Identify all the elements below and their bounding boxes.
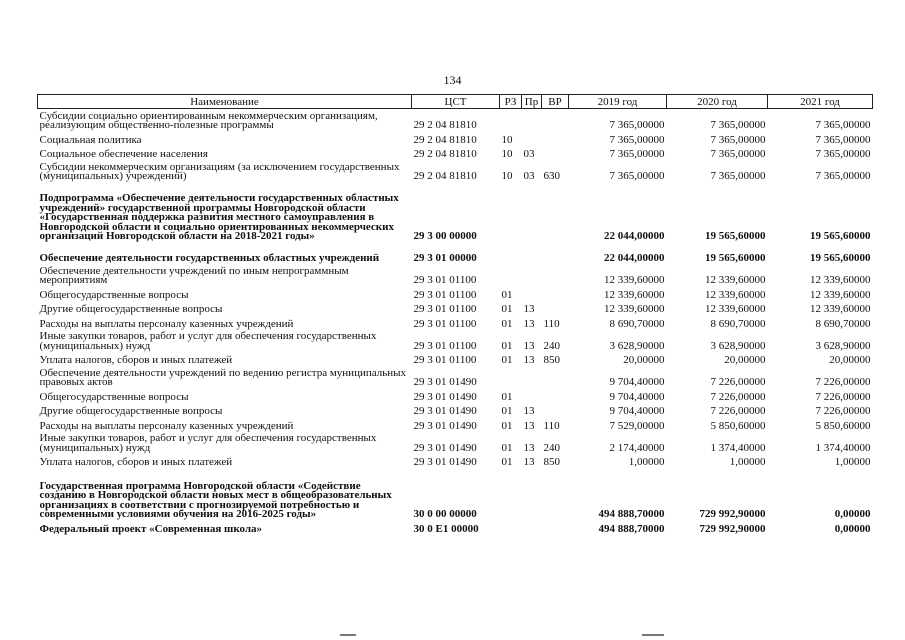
row-name: Иные закупки товаров, работ и услуг для обеспечения государственных (муниципальных) нужд [39, 330, 377, 352]
row-name: Другие общегосударственные вопросы [39, 405, 223, 418]
row-rz [500, 109, 522, 132]
row-vr: 240 [543, 441, 560, 454]
row-cst: 29 3 01 01490 [413, 456, 477, 469]
table-row [38, 403, 873, 418]
row-cst: 29 3 01 01490 [413, 441, 477, 454]
row-pr: 13 [523, 456, 535, 469]
row-cst: 29 3 01 01490 [413, 419, 477, 432]
table-row [38, 242, 873, 264]
table-row [38, 366, 873, 388]
row-rz: 01 [501, 390, 513, 403]
row-2020: 5 850,60000 [710, 419, 766, 432]
row-vr: 630 [543, 170, 560, 183]
row-2019: 3 628,90000 [609, 339, 665, 352]
row-rz: 01 [501, 419, 513, 432]
table-row [38, 160, 873, 182]
row-name: Субсидии социально ориентированным некоммерческим организациям, реализующим общественно-полезные программы [39, 109, 378, 132]
row-pr: 13 [523, 441, 535, 454]
row-name: Общегосударственные вопросы [39, 288, 189, 301]
row-2021: 0,00000 [834, 522, 871, 535]
row-2020: 7 226,00000 [710, 390, 766, 403]
row-2021: 7 226,00000 [815, 376, 871, 389]
row-pr [522, 366, 542, 388]
table-row [38, 454, 873, 469]
row-2019: 22 044,00000 [604, 230, 665, 243]
row-name: Иные закупки товаров, работ и услуг для обеспечения государственных (муниципальных) нужд [39, 432, 377, 454]
row-vr: 850 [543, 354, 560, 367]
budget-table [37, 94, 873, 535]
row-2020: 3 628,90000 [710, 339, 766, 352]
row-pr: 03 [523, 170, 535, 183]
row-rz: 01 [501, 354, 513, 367]
row-2019: 9 704,40000 [609, 405, 665, 418]
row-cst: 29 2 04 81810 [413, 119, 477, 132]
row-vr: 110 [543, 317, 560, 330]
row-vr: 240 [543, 339, 560, 352]
row-2021: 7 365,00000 [815, 148, 871, 161]
row-rz: 01 [501, 405, 513, 418]
row-rz [500, 242, 522, 264]
row-pr: 13 [523, 405, 535, 418]
row-rz [500, 264, 522, 286]
row-2021: 19 565,60000 [810, 230, 871, 243]
header-2020: 2020 год [667, 95, 768, 109]
row-vr [542, 388, 569, 403]
row-2019: 2 174,40000 [609, 441, 665, 454]
table-row [38, 182, 873, 242]
row-2021: 7 226,00000 [815, 390, 871, 403]
row-cst: 29 3 01 01490 [413, 390, 477, 403]
row-2019: 7 365,00000 [609, 133, 665, 146]
row-pr: 13 [523, 317, 535, 330]
table-row [38, 432, 873, 454]
row-2019: 20,00000 [623, 354, 665, 367]
row-name: Уплата налогов, сборов и иных платежей [39, 456, 233, 469]
row-2019: 1,00000 [628, 456, 665, 469]
row-2021: 0,00000 [834, 508, 871, 521]
row-vr [542, 301, 569, 316]
row-vr [542, 366, 569, 388]
row-cst: 29 3 01 01100 [413, 339, 477, 352]
row-vr [542, 182, 569, 242]
row-pr [522, 131, 542, 146]
row-name: Другие общегосударственные вопросы [39, 303, 223, 316]
row-2019: 7 529,00000 [609, 419, 665, 432]
row-2021: 5 850,60000 [815, 419, 871, 432]
row-rz [500, 468, 522, 520]
row-cst: 29 2 04 81810 [413, 170, 477, 183]
row-2020: 19 565,60000 [705, 230, 766, 243]
row-2020: 12 339,60000 [705, 288, 766, 301]
row-2020: 19 565,60000 [705, 252, 766, 265]
table-row [38, 388, 873, 403]
row-2021: 7 365,00000 [815, 133, 871, 146]
table-row [38, 520, 873, 535]
row-vr: 850 [543, 456, 560, 469]
row-name: Обеспечение деятельности государственных областных учреждений [39, 252, 380, 265]
header-rz: РЗ [500, 95, 522, 109]
row-pr [522, 182, 542, 242]
row-2021: 1,00000 [834, 456, 871, 469]
row-cst: 30 0 00 00000 [413, 508, 477, 521]
row-2021: 12 339,60000 [810, 303, 871, 316]
row-cst: 29 3 01 01100 [413, 288, 477, 301]
row-2020: 7 365,00000 [710, 133, 766, 146]
row-vr [542, 242, 569, 264]
row-name: Подпрограмма «Обеспечение деятельности государственных областных учреждений» государственной программы Новгородской области «Государственная поддержка развития местного самоуправления в Новгородской области и социально ориентированных некоммерческих организаций Новгородской области на 2018-2021 годы» [39, 192, 399, 243]
row-rz: 10 [501, 170, 513, 183]
row-vr [542, 403, 569, 418]
row-vr [542, 468, 569, 520]
row-cst: 29 3 01 01100 [413, 303, 477, 316]
row-vr [542, 131, 569, 146]
row-2020: 7 365,00000 [710, 170, 766, 183]
row-2021: 3 628,90000 [815, 339, 871, 352]
row-2019: 12 339,60000 [604, 274, 665, 287]
row-name: Федеральный проект «Современная школа» [39, 522, 263, 535]
row-2020: 12 339,60000 [705, 274, 766, 287]
table-row [38, 146, 873, 161]
row-vr [542, 109, 569, 132]
row-pr: 13 [523, 339, 535, 352]
row-2020: 1 374,40000 [710, 441, 766, 454]
row-2021: 20,00000 [829, 354, 871, 367]
row-cst: 29 3 01 00000 [413, 252, 477, 265]
row-rz: 10 [501, 133, 513, 146]
table-row [38, 352, 873, 367]
row-2019: 494 888,70000 [598, 522, 665, 535]
header-cst: ЦСТ [412, 95, 500, 109]
row-2021: 12 339,60000 [810, 274, 871, 287]
row-vr [542, 264, 569, 286]
row-pr [522, 264, 542, 286]
row-name: Уплата налогов, сборов и иных платежей [39, 354, 233, 367]
row-2019: 7 365,00000 [609, 148, 665, 161]
row-2021: 1 374,40000 [815, 441, 871, 454]
header-vr: ВР [542, 95, 569, 109]
row-pr [522, 468, 542, 520]
row-rz: 10 [501, 148, 513, 161]
row-rz: 01 [501, 441, 513, 454]
row-2021: 7 226,00000 [815, 405, 871, 418]
table-header [38, 95, 873, 109]
row-cst: 29 3 01 01100 [413, 317, 477, 330]
row-2021: 7 365,00000 [815, 170, 871, 183]
row-rz [500, 366, 522, 388]
header-2021: 2021 год [768, 95, 873, 109]
row-rz: 01 [501, 303, 513, 316]
row-2019: 9 704,40000 [609, 376, 665, 389]
row-2019: 8 690,70000 [609, 317, 665, 330]
table-body [38, 109, 873, 535]
row-pr [522, 286, 542, 301]
table-row [38, 330, 873, 352]
header-2019: 2019 год [569, 95, 667, 109]
table-row [38, 468, 873, 520]
scan-artifact [642, 634, 664, 636]
row-cst: 29 2 04 81810 [413, 148, 477, 161]
row-rz: 01 [501, 456, 513, 469]
table-row [38, 315, 873, 330]
row-rz: 01 [501, 288, 513, 301]
header-pr: Пр [522, 95, 542, 109]
row-name: Субсидии некоммерческим организациям (за исключением государственных (муниципальных) учреждений) [39, 160, 400, 183]
row-pr [522, 388, 542, 403]
row-name: Социальное обеспечение населения [39, 148, 208, 161]
row-2020: 7 365,00000 [710, 119, 766, 132]
row-cst: 29 3 00 00000 [413, 230, 477, 243]
row-2020: 20,00000 [724, 354, 766, 367]
row-pr: 13 [523, 303, 535, 316]
row-vr [542, 146, 569, 161]
row-cst: 30 0 E1 00000 [413, 522, 479, 535]
row-2019: 9 704,40000 [609, 390, 665, 403]
table-row [38, 109, 873, 132]
row-name: Социальная политика [39, 133, 142, 146]
row-vr: 110 [543, 419, 560, 432]
row-2019: 7 365,00000 [609, 119, 665, 132]
row-rz [500, 520, 522, 535]
row-pr [522, 242, 542, 264]
row-cst: 29 3 01 01100 [413, 354, 477, 367]
row-pr: 13 [523, 354, 535, 367]
row-2021: 7 365,00000 [815, 119, 871, 132]
row-2021: 12 339,60000 [810, 288, 871, 301]
table-row [38, 301, 873, 316]
row-rz [500, 182, 522, 242]
row-name: Государственная программа Новгородской области «Содействие созданию в Новгородской области новых мест в общеобразовательных организациях в соответствии с прогнозируемой потребностью и современными условиями обучения на 2016-2025 годы» [39, 479, 392, 521]
row-name: Расходы на выплаты персоналу казенных учреждений [39, 317, 294, 330]
row-pr: 03 [523, 148, 535, 161]
row-name: Общегосударственные вопросы [39, 390, 189, 403]
table-row [38, 264, 873, 286]
table-row [38, 131, 873, 146]
row-2020: 7 226,00000 [710, 376, 766, 389]
row-cst: 29 3 01 01490 [413, 405, 477, 418]
row-cst: 29 3 01 01100 [413, 274, 477, 287]
row-2019: 7 365,00000 [609, 170, 665, 183]
row-2020: 12 339,60000 [705, 303, 766, 316]
row-2019: 12 339,60000 [604, 288, 665, 301]
row-2020: 7 226,00000 [710, 405, 766, 418]
row-name: Расходы на выплаты персоналу казенных учреждений [39, 419, 294, 432]
row-2020: 7 365,00000 [710, 148, 766, 161]
row-2019: 12 339,60000 [604, 303, 665, 316]
row-2020: 729 992,90000 [699, 508, 766, 521]
row-2020: 729 992,90000 [699, 522, 766, 535]
row-2020: 8 690,70000 [710, 317, 766, 330]
row-cst: 29 2 04 81810 [413, 133, 477, 146]
row-vr [542, 286, 569, 301]
row-rz: 01 [501, 339, 513, 352]
row-2019: 494 888,70000 [598, 508, 665, 521]
row-2021: 8 690,70000 [815, 317, 871, 330]
row-rz: 01 [501, 317, 513, 330]
table-row [38, 286, 873, 301]
page-number: 134 [443, 73, 462, 87]
row-pr [522, 109, 542, 132]
row-2021: 19 565,60000 [810, 252, 871, 265]
row-cst: 29 3 01 01490 [413, 376, 477, 389]
header-name: Наименование [38, 95, 412, 109]
table-row [38, 417, 873, 432]
row-name: Обеспечение деятельности учреждений по ведению регистра муниципальных правовых актов [39, 366, 406, 389]
row-vr [542, 520, 569, 535]
row-name: Обеспечение деятельности учреждений по иным непрограммным мероприятиям [39, 264, 349, 287]
row-2020: 1,00000 [729, 456, 766, 469]
row-pr [522, 520, 542, 535]
row-pr: 13 [523, 419, 535, 432]
row-2019: 22 044,00000 [604, 252, 665, 265]
scan-artifact [340, 634, 356, 636]
